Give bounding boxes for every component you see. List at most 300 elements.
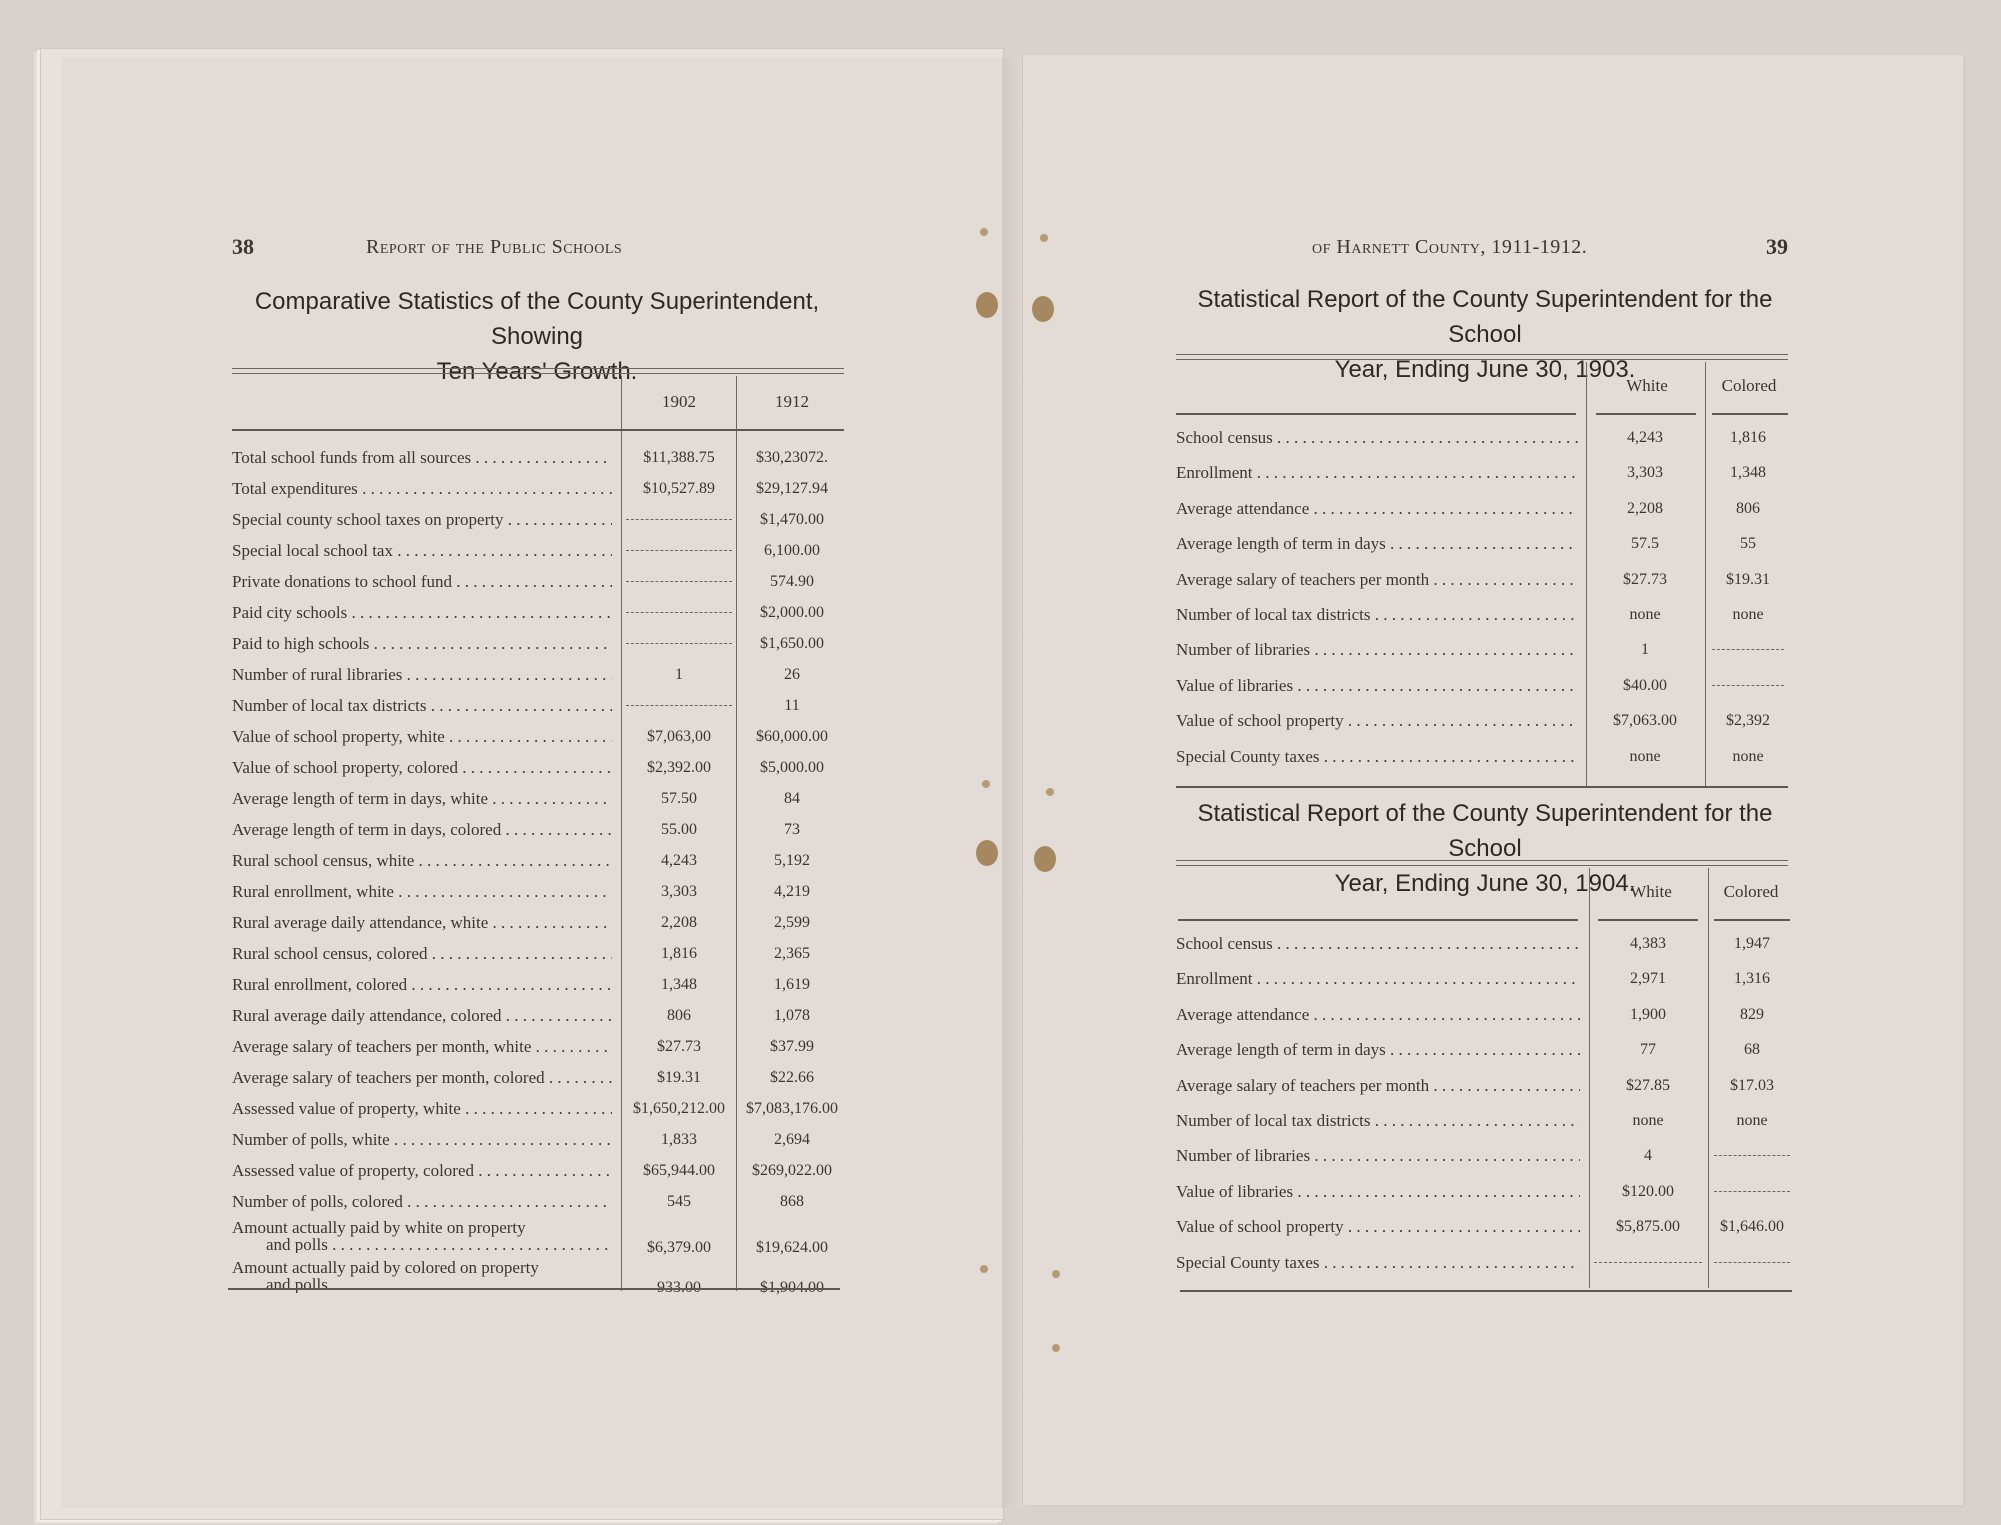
table-row [232,723,844,754]
header-rule [1714,919,1790,921]
cell-value-col2: 1,947 [1734,935,1770,952]
dot-leader [1344,711,1578,730]
row-label [232,820,612,840]
cell-value-col2: $17.03 [1730,1076,1774,1094]
dot-leader [1429,1076,1580,1095]
table-row [232,1095,844,1126]
dot-leader [1386,534,1578,553]
table-row [1176,1142,1794,1177]
title-line: Comparative Statistics of the County Superintendent, Showing [254,288,820,350]
dot-leader [328,1236,612,1253]
row-label-text: Average length of term in days, white [232,789,489,808]
row-label-line-wrap [232,1236,612,1253]
running-head-right: of Harnett County, 1911-1912. [1312,236,1588,258]
row-label [232,758,612,778]
cell-value-col1: $5,875.00 [1616,1218,1680,1236]
row-label [232,1192,612,1212]
cell-value-col2: $2,000.00 [760,604,824,621]
cell-value-col2: 6,100.00 [764,542,820,559]
cell-value-col2: 26 [784,666,800,683]
cell-value-col1: 1,816 [661,945,697,962]
row-label-text: Value of school property [1176,711,1344,731]
binding-hole [976,840,998,866]
dot-leader [1429,570,1578,589]
cell-value-col1: $120.00 [1622,1182,1674,1200]
table-row [232,940,844,971]
dot-leader [545,1068,612,1087]
table-row [232,599,844,630]
cell-value-col2: $2,392 [1726,712,1770,730]
dot-leader [471,448,612,467]
cell-value-col1: 1,348 [661,976,697,993]
header-rule [1596,413,1696,415]
dot-leader [414,851,612,870]
row-label-text: Average salary of teachers per month, white [232,1037,532,1056]
cell-value-col2: $7,083,176.00 [746,1100,838,1117]
row-label-text: School census [1176,934,1273,953]
row-label [1176,1146,1580,1166]
cell-value-col2: 574.90 [770,573,814,590]
row-label [232,1006,612,1026]
dot-leader [1320,1253,1580,1272]
table-row [1176,495,1788,530]
dot-leader [394,882,612,901]
table-row [1176,672,1788,707]
row-label-text: Enrollment [1176,463,1253,483]
row-label [232,1219,612,1253]
cell-value-col2: 1,348 [1730,464,1766,482]
column-header-colored: Colored [1721,376,1777,395]
title-line: Statistical Report of the County Superintendent for the School [1197,800,1773,862]
row-label [232,789,612,809]
cell-value-col2: $22.66 [770,1069,814,1086]
row-label [1176,969,1580,989]
row-label [1176,676,1578,696]
cell-value-col2: $1,904.00 [760,1279,824,1296]
row-label [1176,711,1578,731]
cell-value-col1: 57.5 [1631,535,1659,553]
row-label [232,882,612,902]
dot-leader [328,1276,612,1293]
cell-value-col2: $37.99 [770,1038,814,1055]
table-row [1176,1107,1794,1142]
title-line: Year, Ending June 30, 1903. [1334,356,1636,383]
binding-hole [1032,296,1054,322]
table-row [1176,965,1794,1000]
table-row [232,847,844,878]
cell-value-col1: 1 [675,666,683,683]
cell-value-col1: $2,392.00 [647,759,711,776]
row-label [232,541,612,561]
column-header-white: White [1626,376,1668,395]
cell-value-col2: 1,316 [1734,970,1770,988]
table-row [232,630,844,661]
dot-leader [1371,605,1578,624]
row-label [232,448,612,468]
table-row [1176,530,1788,565]
cell-value-col1: $65,944.00 [643,1162,715,1179]
binding-hole [980,1265,988,1273]
cell-value-col2: 2,694 [774,1131,810,1148]
cell-value-col1: $10,527.89 [643,480,715,497]
column-header-colored: Colored [1723,882,1779,901]
dot-leader [458,758,612,777]
bottom-rule [1180,1290,1792,1292]
cell-value-col2: 868 [780,1193,804,1210]
row-label [232,1130,612,1150]
empty-cell-dash [626,519,732,520]
cell-value-col1: 57.50 [661,790,697,807]
row-label-text: Enrollment [1176,969,1253,989]
row-label [232,572,612,592]
dot-leader [393,541,612,560]
table-row [1176,707,1788,742]
cell-value-col2: $1,650.00 [760,635,824,652]
row-label-text: Rural average daily attendance, colored [232,1006,502,1025]
dot-leader [461,1099,612,1118]
title-line: Statistical Report of the County Superintendent for the School [1197,286,1773,348]
dot-leader [402,665,612,684]
table-row [232,444,844,475]
row-label [232,634,612,654]
cell-value-col2: $5,000.00 [760,759,824,776]
table-row [1176,1001,1794,1036]
table-1904-body [1176,930,1794,1284]
row-label-text: Rural average daily attendance, white [232,913,489,932]
table-row [1176,1072,1794,1107]
row-label-text: Value of school property, colored [232,758,458,777]
dot-leader [407,975,612,994]
row-label-text: Private donations to school fund [232,572,453,591]
cell-value-col1: 55.00 [661,821,697,838]
row-label-text: Average salary of teachers per month [1176,1075,1430,1095]
dot-leader [403,1192,612,1211]
cell-value-col2: 84 [784,790,800,807]
binding-hole [1034,846,1056,872]
cell-value-col1: 4,383 [1630,935,1666,952]
table-row-two-line [232,1259,844,1299]
page-number-left: 38 [232,234,254,259]
row-label-line: Amount actually paid by white on property [232,1219,526,1237]
cell-value-col1: 77 [1640,1041,1656,1059]
empty-cell-dash [626,550,732,551]
cell-value-col2: 68 [1744,1041,1760,1059]
dot-leader [1293,1182,1580,1201]
row-label [232,1037,612,1057]
row-label-text: Number of local tax districts [232,696,427,715]
row-label-text: Assessed value of property, white [232,1099,461,1118]
row-label-text: Number of rural libraries [232,665,403,684]
row-label-text: Rural enrollment, white [232,882,394,901]
row-label-text: Special county school taxes on property [232,510,504,529]
dot-leader [369,634,612,653]
row-label-text: Average salary of teachers per month [1176,569,1430,589]
dot-leader [1293,676,1578,695]
dot-leader [1320,747,1578,766]
row-label-text: Rural school census, white [232,851,415,870]
row-label-text: Number of libraries [1176,640,1311,660]
table-row [1176,930,1794,965]
table-row [232,692,844,723]
table-row [232,1126,844,1157]
cell-value-col1: $11,388.75 [643,449,715,466]
row-label [232,665,612,685]
cell-value-col2: $269,022.00 [752,1162,832,1179]
empty-cell-dash [1714,1262,1790,1263]
binding-hole [980,228,988,236]
cell-value-col1: 933.00 [657,1279,701,1296]
cell-value-col2: none [1732,747,1764,765]
empty-cell-dash [1714,1191,1790,1192]
row-label [1176,570,1578,590]
row-label-text: Value of school property [1176,1217,1344,1237]
table-1903-body [1176,424,1788,778]
dot-leader [1252,969,1580,988]
cell-value-col1: none [1629,747,1661,765]
cell-value-col1: 2,208 [661,914,697,931]
empty-cell-dash [626,612,732,613]
row-label [1176,1076,1580,1096]
row-label [1176,534,1578,554]
cell-value-col2: 73 [784,821,800,838]
row-label-text: Average salary of teachers per month, colored [232,1068,545,1087]
dot-leader [501,820,612,839]
cell-value-col2: $19.31 [1726,570,1770,588]
empty-cell-dash [1712,685,1784,686]
row-label-text: Special local school tax [232,541,393,560]
double-rule [232,368,844,374]
column-header-1912: 1912 [775,392,809,411]
table-row [1176,743,1788,778]
table-row [232,1157,844,1188]
running-head-left: Report of the Public Schools [366,236,623,258]
cell-value-col1: 4,243 [1627,429,1663,446]
table-row [1176,566,1788,601]
row-label-text: Number of local tax districts [1176,1110,1371,1130]
row-label-text: Assessed value of property, colored [232,1161,475,1180]
cell-value-col1: $7,063,00 [647,728,711,745]
binding-hole [1046,788,1054,796]
row-label [232,603,612,623]
empty-cell-dash [626,581,732,582]
table-row [232,878,844,909]
cell-value-col1: 806 [667,1007,691,1024]
binding-hole [976,292,998,318]
row-label [232,944,612,964]
cell-value-col2: 829 [1740,1005,1764,1023]
double-rule [1176,860,1788,866]
row-label [1176,747,1578,767]
table-row [232,754,844,785]
row-label-text: Paid city schools [232,603,348,622]
row-label-text: Number of libraries [1176,1146,1311,1166]
row-label [1176,463,1578,483]
gutter [1002,58,1022,1508]
cell-value-col1: $27.73 [1623,570,1667,588]
dot-leader [1310,640,1578,659]
title-line: Year, Ending June 30, 1904. [1334,870,1636,897]
row-label [1176,1111,1580,1131]
dot-leader [488,913,612,932]
cell-value-col1: 4,243 [661,852,697,869]
cell-value-col2: 1,619 [774,976,810,993]
cell-value-col1: 1,900 [1630,1005,1666,1023]
bottom-rule [1176,786,1788,788]
row-label [232,510,612,530]
row-label-text: Special County taxes [1176,1252,1320,1272]
row-label-text: Average attendance [1176,1004,1310,1024]
table-row [232,537,844,568]
cell-value-col1: $7,063.00 [1613,712,1677,730]
header-rule [232,429,844,431]
row-label-text: Rural enrollment, colored [232,975,408,994]
binding-hole [1052,1270,1060,1278]
row-label-text: Number of polls, colored [232,1192,403,1211]
row-label-text: School census [1176,428,1273,447]
dot-leader [427,696,612,715]
cell-value-col1: 3,303 [1627,464,1663,482]
row-label [1176,1182,1580,1202]
row-label-text: Paid to high schools [232,634,370,653]
cell-value-col1: 545 [667,1193,691,1210]
cell-value-col1: none [1629,605,1661,623]
row-label [1176,934,1580,954]
table-row [232,506,844,537]
row-label-text: Value of school property, white [232,727,445,746]
cell-value-col2: 1,816 [1730,429,1766,446]
table-row [1176,1178,1794,1213]
cell-value-col1: $19.31 [657,1069,701,1086]
cell-value-col1: $27.85 [1626,1076,1670,1094]
header-rule [1176,413,1576,415]
row-label [1176,1217,1580,1237]
table-row [1176,1036,1794,1071]
table-row [232,909,844,940]
right-page [1022,55,1963,1505]
row-label-text: Value of libraries [1176,675,1294,695]
row-label-text: Average length of term in days, colored [232,820,502,839]
dot-leader [1252,463,1578,482]
cell-value-col1: 4 [1644,1147,1652,1165]
row-label [232,1161,612,1181]
row-label [232,975,612,995]
table-row [232,816,844,847]
row-label [232,696,612,716]
dot-leader [1273,934,1580,953]
row-label [1176,640,1578,660]
dot-leader [358,479,612,498]
empty-cell-dash [1712,649,1784,650]
dot-leader [474,1161,612,1180]
row-label-text: Average attendance [1176,498,1310,518]
cell-value-col2: $19,624.00 [756,1239,828,1256]
empty-cell-dash [626,643,732,644]
table-row [232,1064,844,1095]
cell-value-col1: $1,650,212.00 [633,1100,725,1117]
cell-value-col2: $1,646.00 [1720,1218,1784,1236]
row-label-text: Average length of term in days [1176,1040,1386,1060]
header-rule [1712,413,1788,415]
dot-leader [452,572,612,591]
dot-leader [1371,1111,1580,1130]
table-row [1176,424,1788,459]
page-number-right: 39 [1766,234,1788,259]
column-header-1902: 1902 [662,392,696,411]
cell-value-col2: none [1732,605,1764,623]
empty-cell-dash [1594,1262,1702,1263]
dot-leader [502,1006,612,1025]
cell-value-col2: $1,470.00 [760,511,824,528]
dot-leader [427,944,612,963]
table-row [232,1188,844,1219]
cell-value-col2: 4,219 [774,883,810,900]
dot-leader [1309,1005,1580,1024]
dot-leader [445,727,612,746]
row-label [232,727,612,747]
row-label-line: and polls [266,1236,328,1253]
row-label [1176,605,1578,625]
table-row-two-line [232,1219,844,1259]
header-rule [1178,919,1578,921]
row-label-text: Value of libraries [1176,1181,1294,1201]
header-rule [1598,919,1698,921]
empty-cell-dash [1714,1155,1790,1156]
table-row [232,785,844,816]
table-row [232,1002,844,1033]
row-label [232,1068,612,1088]
empty-cell-dash [626,705,732,706]
dot-leader [488,789,612,808]
dot-leader [1273,428,1578,447]
row-label-text: Total expenditures [232,479,358,498]
row-label-line: Amount actually paid by colored on property [232,1259,539,1277]
dot-leader [1386,1040,1580,1059]
binding-hole [1052,1344,1060,1352]
cell-value-col1: 2,971 [1630,970,1666,988]
cell-value-col2: 55 [1740,535,1756,553]
double-rule [1176,354,1788,360]
row-label [1176,428,1578,448]
row-label [1176,499,1578,519]
dot-leader [503,510,612,529]
row-label [1176,1040,1580,1060]
table-row [1176,601,1788,636]
cell-value-col2: 2,365 [774,945,810,962]
row-label-text: Special County taxes [1176,746,1320,766]
table-row [1176,636,1788,671]
row-label [232,479,612,499]
row-label [1176,1253,1580,1273]
column-header-white: White [1630,882,1672,901]
cell-value-col1: 3,303 [661,883,697,900]
row-label [232,913,612,933]
cell-value-col2: $30,23072. [756,449,828,466]
cell-value-col1: $6,379.00 [647,1239,711,1256]
cell-value-col2: 2,599 [774,914,810,931]
row-label-text: Number of local tax districts [1176,604,1371,624]
dot-leader [1344,1217,1580,1236]
row-label-text: Rural school census, colored [232,944,428,963]
cell-value-col1: none [1632,1111,1664,1129]
row-label-line: and polls [266,1276,328,1293]
cell-value-col1: 1 [1641,641,1649,659]
table-row [1176,459,1788,494]
cell-value-col1: $27.73 [657,1038,701,1055]
cell-value-col2: $29,127.94 [756,480,828,497]
cell-value-col1: 2,208 [1627,499,1663,517]
table-row [232,475,844,506]
cell-value-col2: 11 [784,697,800,714]
